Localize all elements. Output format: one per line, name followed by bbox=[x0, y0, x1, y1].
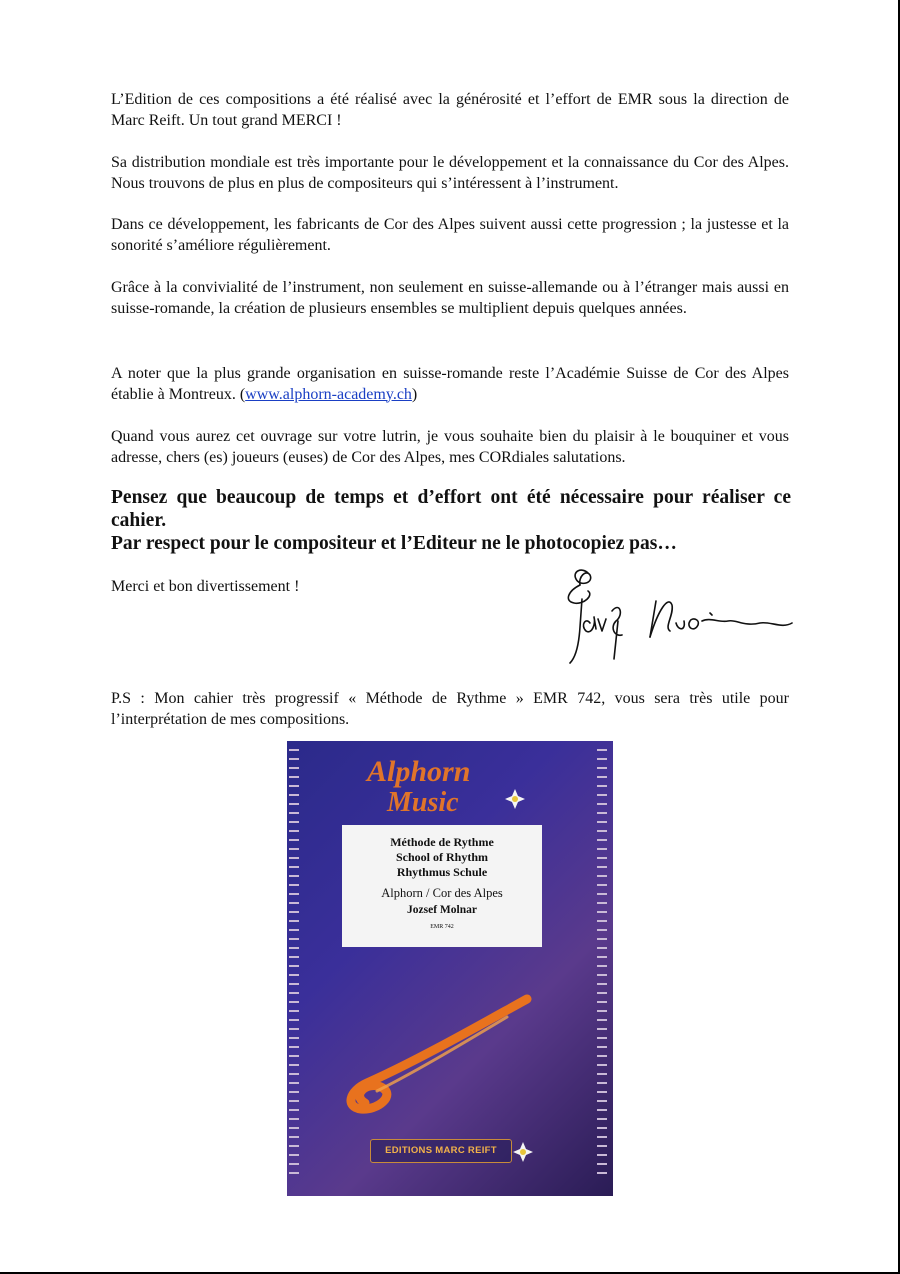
cover-binding-left bbox=[289, 749, 299, 1184]
logo-line-2: Music bbox=[387, 787, 459, 818]
paragraph-development: Dans ce développement, les fabricants de Cor des Alpes suivent aussi cette progression ; la justesse et la sonorité s’améliore régulièrement. bbox=[111, 216, 789, 254]
cover-title-en: School of Rhythm bbox=[395, 850, 488, 864]
paragraph-distribution: Sa distribution mondiale est très importante pour le développement et la connaissance du Cor des Alpes. Nous trouvons de plus en plus de compositeurs qui s’intéressent à l’instrument. bbox=[111, 154, 789, 192]
notice-effort: Pensez que beaucoup de temps et d’effort ont été nécessaire pour réaliser ce cahier. bbox=[111, 487, 791, 531]
cover-catalog-number: EMR 742 bbox=[430, 924, 454, 930]
cover-alphorn-swoosh bbox=[337, 991, 537, 1121]
cover-author: Jozsef Molnar bbox=[407, 904, 477, 916]
book-cover bbox=[287, 741, 613, 1196]
closing-text: Merci et bon divertissement ! bbox=[111, 578, 300, 595]
academy-close: ) bbox=[411, 385, 418, 403]
publisher-edelweiss-icon bbox=[512, 1141, 534, 1163]
alphorn-music-logo bbox=[347, 749, 547, 819]
paragraph-edition: L’Edition de ces compositions a été réalisé avec la générosité et l’effort de EMR sous la direction de Marc Reift. Un tout grand MERCI ! bbox=[111, 91, 789, 129]
cover-title-panel bbox=[342, 825, 542, 947]
paragraph-conviviality: Grâce à la convivialité de l’instrument, non seulement en suisse-allemande ou à l’étranger mais aussi en suisse-romande, la création de plusieurs ensembles se multiplient depuis quelques années. bbox=[111, 279, 789, 317]
author-signature bbox=[560, 565, 800, 675]
cover-instrument: Alphorn / Cor des Alpes bbox=[381, 886, 503, 900]
paragraph-greeting: Quand vous aurez cet ouvrage sur votre lutrin, je vous souhaite bien du plaisir à le bouquiner et vous adresse, chers (es) joueurs (euses) de Cor des Alpes, mes CORdiales salutations. bbox=[111, 428, 789, 466]
academy-text: A noter que la plus grande organisation en suisse-romande reste l’Académie Suisse de Cor des Alpes établie à Montreux. ( bbox=[111, 365, 789, 403]
edelweiss-icon bbox=[505, 789, 525, 809]
logo-line-1: Alphorn bbox=[367, 755, 471, 788]
cover-binding-right bbox=[597, 749, 607, 1184]
cover-publisher-badge: EDITIONS MARC REIFT bbox=[370, 1139, 512, 1163]
notice-respect: Par respect pour le compositeur et l’Editeur ne le photocopiez pas… bbox=[111, 533, 677, 554]
cover-title-fr: Méthode de Rythme bbox=[390, 835, 494, 849]
paragraph-postscript: P.S : Mon cahier très progressif « Méthode de Rythme » EMR 742, vous sera très utile pour l’interprétation de mes compositions. bbox=[111, 690, 789, 728]
paragraph-academy bbox=[111, 364, 789, 405]
academy-link[interactable]: www.alphorn-academy.ch bbox=[245, 385, 412, 403]
cover-title-de: Rhythmus Schule bbox=[396, 865, 488, 879]
